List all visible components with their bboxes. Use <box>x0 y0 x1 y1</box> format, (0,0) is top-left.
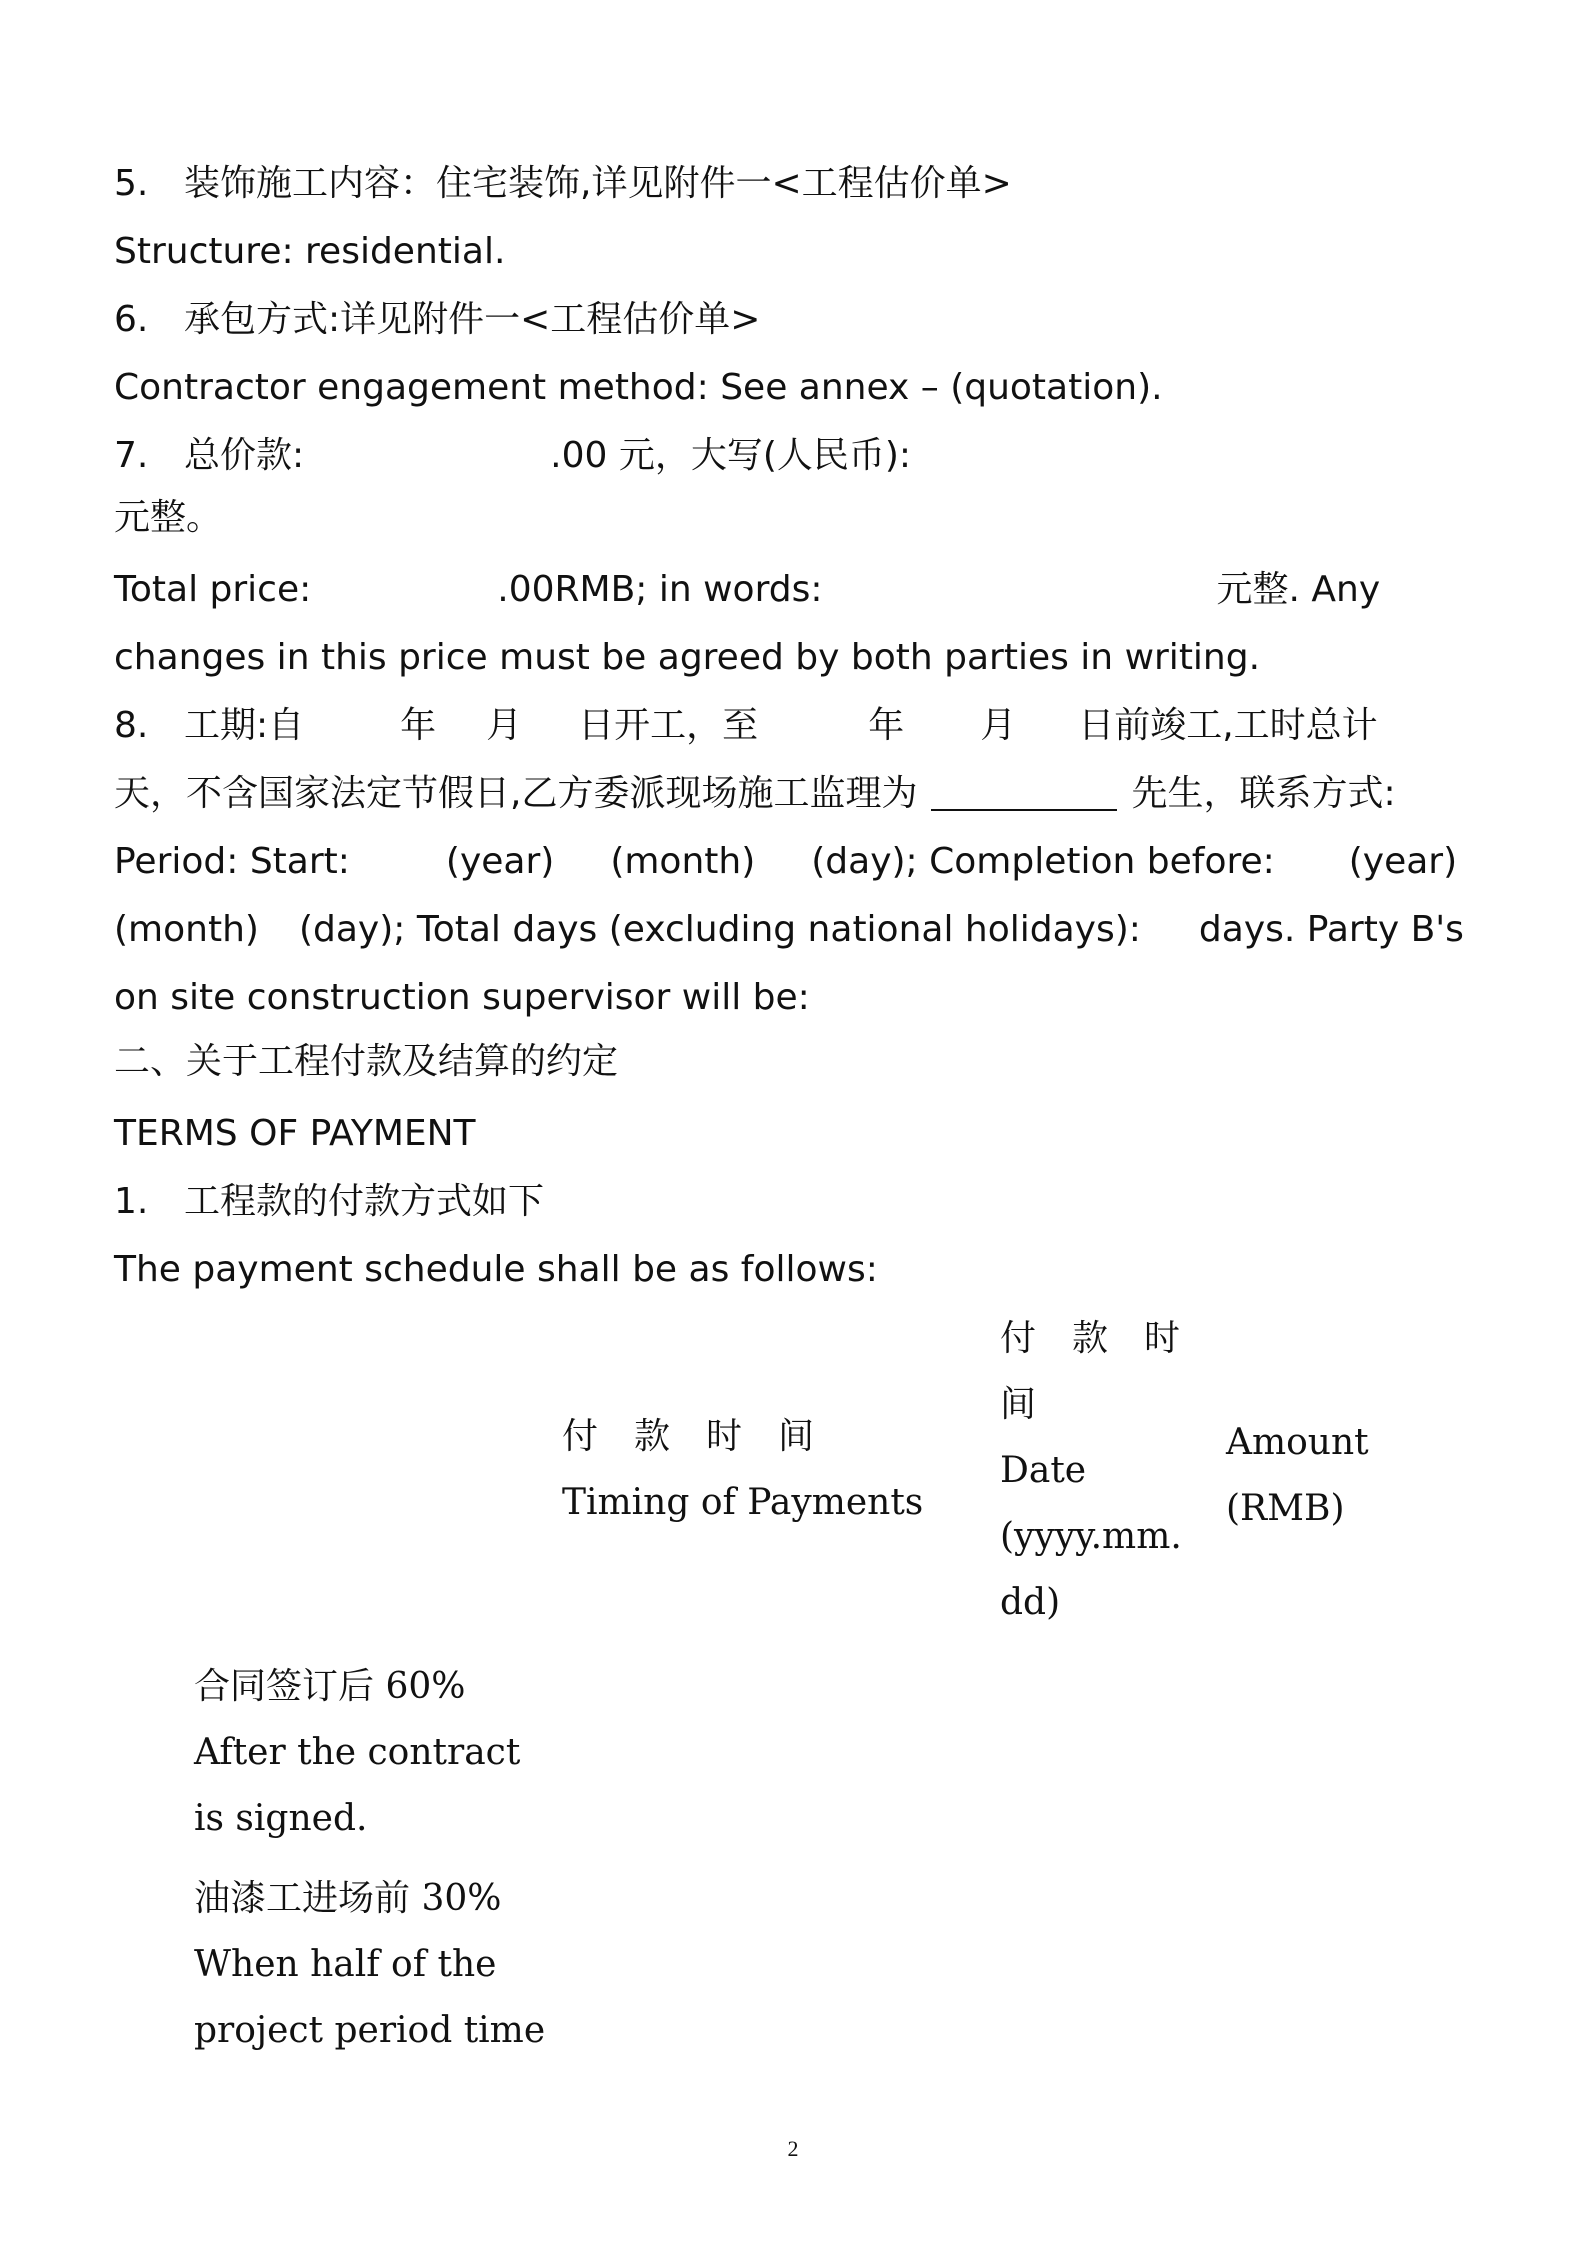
item-8-en-year-2: (year) <box>1348 841 1458 882</box>
item-6-cn-text: 承包方式:详见附件一<工程估价单> <box>184 299 761 340</box>
section-2-item-1-cn <box>114 1178 544 1226</box>
header-timing <box>562 1404 923 1536</box>
item-8-cn <box>114 702 1378 750</box>
row-2-en-2: project period time <box>194 2010 546 2051</box>
header-date-en-3: dd) <box>1000 1582 1061 1623</box>
row-1-en-1: After the contract <box>194 1732 521 1773</box>
header-amount-1: Amount <box>1226 1422 1369 1463</box>
header-timing-cn: 付 款 时 间 <box>562 1416 815 1457</box>
header-date <box>1000 1306 1182 1636</box>
row-1-en-2: is signed. <box>194 1798 368 1839</box>
item-8-en-1 <box>114 838 1457 886</box>
item-5-cn <box>114 160 1012 208</box>
item-7-number: 7. <box>114 435 149 476</box>
section-2-item-1-number: 1. <box>114 1181 149 1222</box>
supervisor-name-blank <box>931 775 1117 811</box>
section-2-cn-heading: 二、关于工程付款及结算的约定 <box>114 1041 619 1082</box>
item-7-total-label: 总价款: <box>184 435 305 476</box>
item-8-month-2: 月 <box>980 705 1017 746</box>
section-2-item-1-cn-text: 工程款的付款方式如下 <box>184 1181 545 1222</box>
item-8-month-1: 月 <box>486 705 523 746</box>
item-5-number: 5. <box>114 163 149 204</box>
item-5-en: Structure: residential. <box>114 231 506 272</box>
item-6-number: 6. <box>114 299 149 340</box>
item-8-en-completion: (day); Completion before: <box>811 841 1275 882</box>
item-8-en-start: Period: Start: <box>114 841 350 882</box>
item-7-cn <box>114 432 911 480</box>
item-8-en-3: on site construction supervisor will be: <box>114 977 810 1018</box>
item-8-supervisor-cn: 天，不含国家法定节假日,乙方委派现场施工监理为 <box>114 773 918 814</box>
item-8-en-month: (month) <box>610 841 756 882</box>
page-number: 2 <box>787 2136 799 2161</box>
row-2-cn: 油漆工进场前 30% <box>194 1878 502 1919</box>
item-7-en-changes: changes in this price must be agreed by both parties in writing. <box>114 637 1261 678</box>
item-8-en-year: (year) <box>445 841 555 882</box>
item-8-contact-cn: 先生，联系方式: <box>1131 773 1396 814</box>
item-8-day-1: 日开工，至 <box>578 705 759 746</box>
header-date-cn-1: 付 款 时 <box>1000 1318 1181 1359</box>
header-date-en-2: (yyyy.mm. <box>1000 1516 1182 1557</box>
item-8-en-days: days. Party B's <box>1198 909 1464 950</box>
item-6-en: Contractor engagement method: See annex – (quotation). <box>114 367 1163 408</box>
header-amount-2: (RMB) <box>1226 1488 1345 1529</box>
item-8-cn-2 <box>114 770 1396 818</box>
table-row <box>194 1866 545 2064</box>
item-8-period-label: 工期:自 <box>184 705 305 746</box>
item-8-year-1: 年 <box>400 705 437 746</box>
item-8-en-2 <box>114 906 1464 954</box>
header-date-cn-2: 间 <box>1000 1384 1037 1425</box>
item-7-en-yuan: 元整. Any <box>1216 569 1381 610</box>
item-7-cn-yuan: 元整。 <box>114 497 223 538</box>
item-7-en <box>114 566 1380 614</box>
item-6-cn <box>114 296 760 344</box>
header-date-en-1: Date <box>1000 1450 1087 1491</box>
section-2-en-heading: TERMS OF PAYMENT <box>114 1113 476 1154</box>
item-8-year-2: 年 <box>868 705 905 746</box>
item-7-cn-amount: .00 元，大写(人民币): <box>550 435 912 476</box>
item-8-number: 8. <box>114 705 149 746</box>
section-2-item-1-en: The payment schedule shall be as follows: <box>114 1249 878 1290</box>
item-8-day-2: 日前竣工,工时总计 <box>1078 705 1378 746</box>
header-amount <box>1226 1410 1369 1542</box>
item-7-en-rmb: .00RMB; in words: <box>497 569 823 610</box>
item-7-en-total: Total price: <box>114 569 312 610</box>
item-5-cn-text: 装饰施工内容：住宅装饰,详见附件一<工程估价单> <box>184 163 1012 204</box>
table-row <box>194 1654 520 1852</box>
row-2-en-1: When half of the <box>194 1944 497 1985</box>
item-8-en-month-2: (month) <box>114 909 259 950</box>
header-timing-en: Timing of Payments <box>562 1482 924 1523</box>
item-8-en-total-days: (day); Total days (excluding national holidays): <box>298 909 1141 950</box>
row-1-cn: 合同签订后 60% <box>194 1666 466 1707</box>
